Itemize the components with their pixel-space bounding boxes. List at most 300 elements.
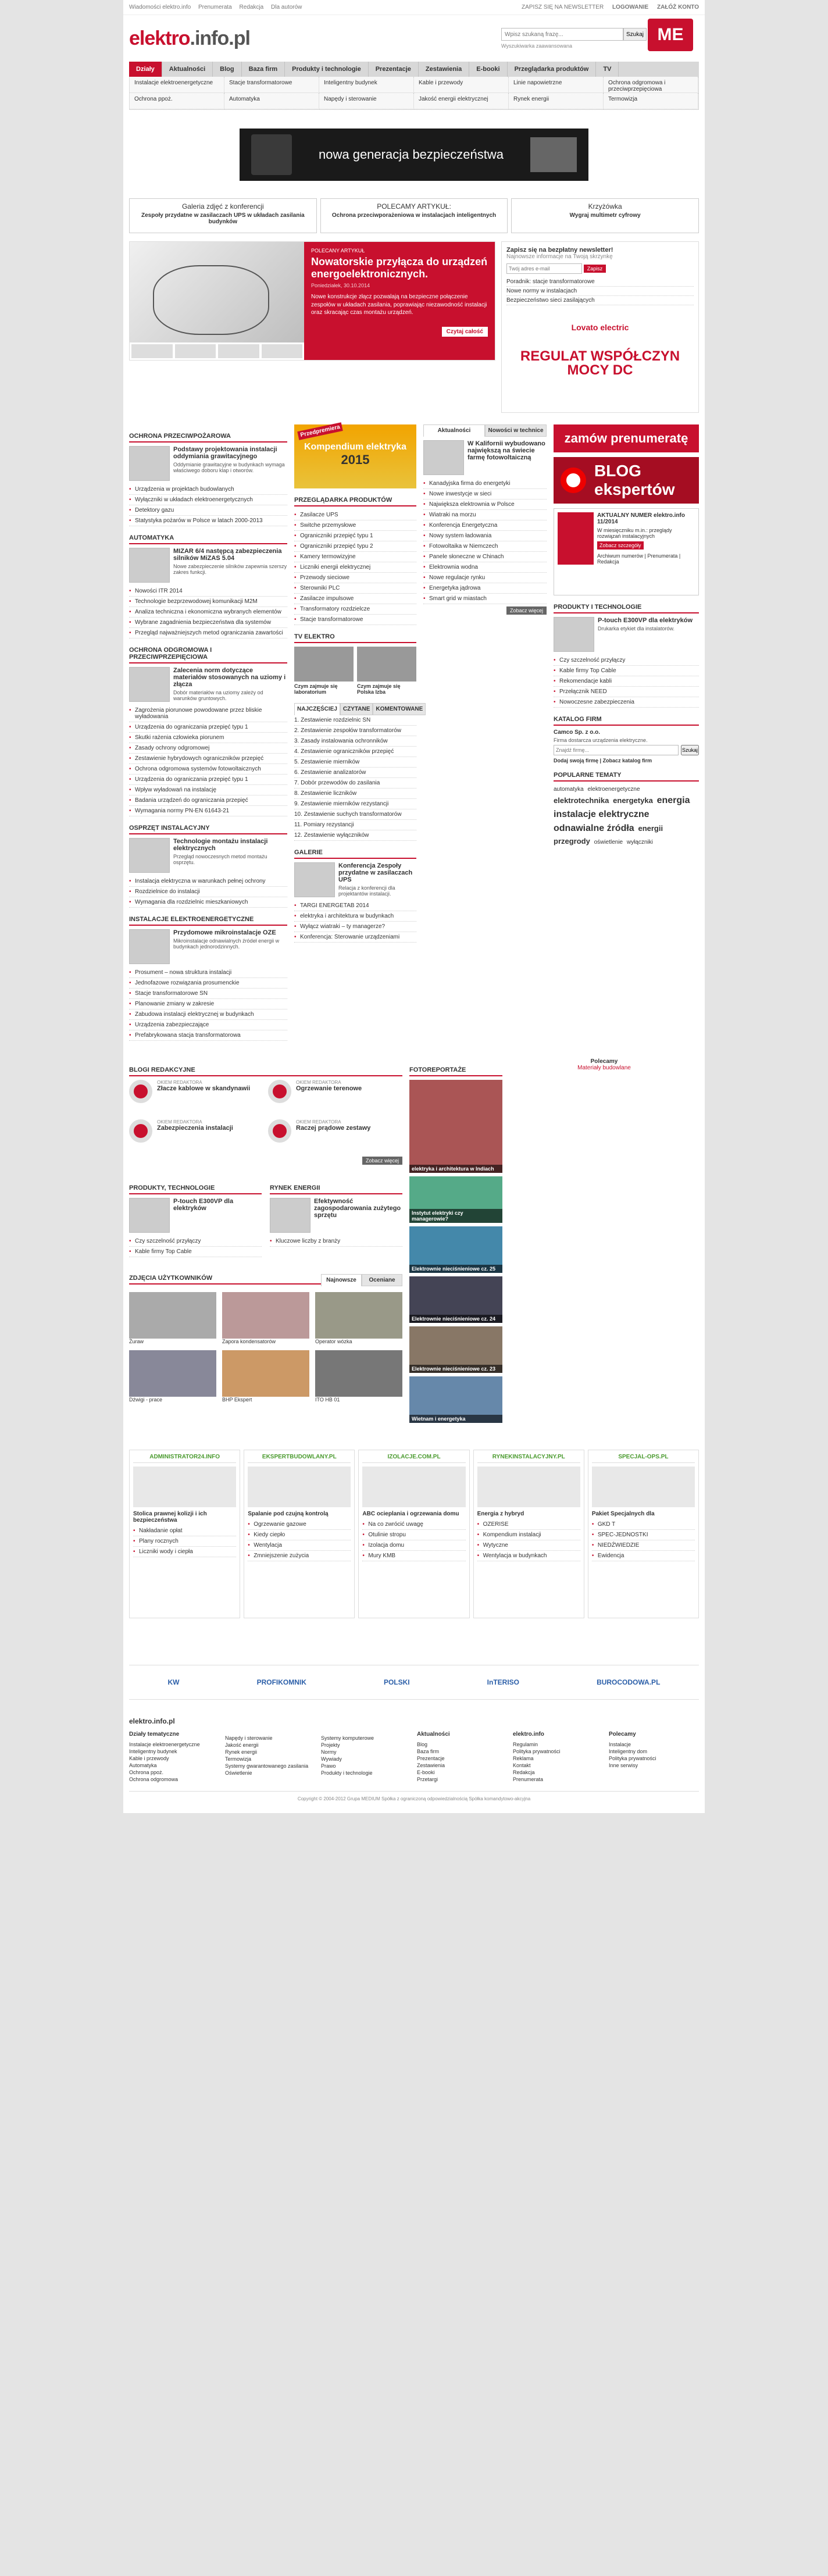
footer-link[interactable]: Ochrona odgromowa bbox=[129, 1776, 179, 1782]
tab-rated[interactable]: Oceniane bbox=[362, 1274, 402, 1286]
partner-logo[interactable]: POLSKI bbox=[383, 1678, 410, 1686]
list-item[interactable]: • Wentylacja bbox=[248, 1540, 351, 1551]
footer-link[interactable]: Kontakt bbox=[513, 1762, 531, 1768]
tab-read[interactable]: CZYTANE bbox=[340, 703, 373, 715]
list-item[interactable]: • Kable firmy Top Cable bbox=[554, 666, 699, 676]
list-item[interactable]: • Mury KMB bbox=[362, 1551, 465, 1561]
footer-link[interactable]: Automatyka bbox=[129, 1762, 157, 1768]
photo-report[interactable]: Wietnam i energetyka bbox=[409, 1376, 502, 1423]
newsletter-link[interactable]: ZAPISZ SIĘ NA NEWSLETTER bbox=[522, 4, 604, 10]
category-section: OCHRONA ODGROMOWA I PRZECIWPRZEPIĘCIOWA Zalecenia norm dotyczące materiałów stosowanych na uziomy i złącza Dobór materiałów na uziomy zależy od warunków gruntowych. • Zagrożenia piorunowe powodowane przez bliskie wyładowania • Urządzenia do ograniczania przepięć typu 1 • Skutki rażenia człowieka piorunem • Zasady ochrony odgromowej • Zestawienie hybrydowych ograniczników przepięć • Ochrona odgromowa systemów fotowoltaicznych • Urządzenia do ograniczania przepięć typu 1 • Wpływ wyładowań na instalację • Badania urządzeń do ograniczania przepięć • Wymagania normy PN-EN 61643-21 bbox=[129, 647, 287, 816]
user-photo[interactable]: Żuraw bbox=[129, 1292, 216, 1344]
top-link[interactable]: Redakcja bbox=[239, 4, 264, 10]
photo-report[interactable]: Elektrownie nieciśnieniowe cz. 25 bbox=[409, 1226, 502, 1273]
subnav-item[interactable]: Termowizja bbox=[604, 93, 698, 109]
user-photo[interactable]: Zapora kondensatorów bbox=[222, 1292, 309, 1344]
nav-item[interactable]: Zestawienia bbox=[419, 62, 469, 77]
section-header[interactable]: OCHRONA ODGROMOWA I PRZECIWPRZEPIĘCIOWA bbox=[129, 647, 287, 663]
subnav-item[interactable]: Automatyka bbox=[224, 93, 319, 109]
footer-column bbox=[225, 1731, 315, 1783]
section-header[interactable]: POPULARNE TEMATY bbox=[554, 772, 699, 782]
list-item[interactable]: 3. Zasady instalowania ochronników bbox=[294, 736, 416, 747]
nav-item[interactable]: Przeglądarka produktów bbox=[508, 62, 597, 77]
subnav-item[interactable]: Kable i przewody bbox=[414, 77, 509, 93]
article-title[interactable]: P-touch E300VP dla elektryków bbox=[598, 617, 693, 624]
list-item[interactable]: • Największa elektrownia w Polsce bbox=[423, 499, 547, 510]
list-item[interactable]: • Wyłączniki w układach elektroenergetycznych bbox=[129, 495, 287, 505]
top-link[interactable]: Dla autorów bbox=[271, 4, 302, 10]
section-header[interactable]: RYNEK ENERGII bbox=[270, 1184, 402, 1194]
section-header[interactable]: INSTALACJE ELEKTROENERGETYCZNE bbox=[129, 916, 287, 926]
list-item[interactable]: • Panele słoneczne w Chinach bbox=[423, 552, 547, 562]
footer-link[interactable]: Instalacje bbox=[609, 1742, 631, 1747]
footer-link[interactable]: Blog bbox=[417, 1742, 428, 1747]
list-item[interactable]: • Urządzenia do ograniczania przepięć typu 1 bbox=[129, 775, 287, 785]
list-item[interactable]: • Technologie bezprzewodowej komunikacji M2M bbox=[129, 597, 287, 607]
top-banner-ad[interactable] bbox=[240, 129, 588, 181]
header bbox=[123, 15, 705, 62]
recommended-link[interactable]: Materiały budowlane bbox=[577, 1065, 631, 1071]
list-item[interactable]: • Zmniejszenie zużycia bbox=[248, 1551, 351, 1561]
list-item[interactable]: 1. Zestawienie rozdzielnic SN bbox=[294, 715, 416, 726]
list-item[interactable]: • Prefabrykowana stacja transformatorowa bbox=[129, 1030, 287, 1041]
article-title[interactable]: Podstawy projektowania instalacji oddymiania grawitacyjnego bbox=[173, 446, 277, 460]
footer-link[interactable]: Polityka prywatności bbox=[513, 1749, 561, 1754]
featured-title[interactable]: Nowatorskie przyłącza do urządzeń energoelektronicznych. bbox=[311, 256, 488, 280]
advanced-search-link[interactable]: Wyszukiwarka zaawansowana bbox=[501, 43, 572, 49]
footer-column bbox=[321, 1731, 411, 1783]
list-item[interactable]: • Sterowniki PLC bbox=[294, 583, 416, 594]
list-item[interactable]: • Jednofazowe rozwiązania prosumenckie bbox=[129, 978, 287, 989]
newsletter-item[interactable]: Poradnik: stacje transformatorowe bbox=[506, 277, 694, 287]
nav-item[interactable]: Prezentacje bbox=[369, 62, 419, 77]
footer-link[interactable]: Wywiady bbox=[321, 1756, 342, 1762]
section-header[interactable]: GALERIE bbox=[294, 849, 416, 859]
user-photo[interactable]: Operator wózka bbox=[315, 1292, 402, 1344]
user-photo[interactable]: Dźwigi - prace bbox=[129, 1350, 216, 1403]
mid-section bbox=[129, 1058, 699, 1426]
partner-image[interactable] bbox=[477, 1467, 580, 1507]
photo-reports bbox=[409, 1058, 502, 1426]
partner-logo[interactable]: InTERISO bbox=[487, 1678, 520, 1686]
list-item[interactable]: • Konferencja: Sterowanie urządzeniami bbox=[294, 932, 416, 943]
subnav-item[interactable]: Jakość energii elektrycznej bbox=[414, 93, 509, 109]
video-title[interactable]: Czym zajmuje się laboratorium bbox=[294, 683, 338, 695]
blog-ad[interactable]: BLOG ekspertów bbox=[554, 457, 699, 504]
list-item[interactable]: • Prosument – nowa struktura instalacji bbox=[129, 968, 287, 978]
list-item[interactable]: • Ewidencja bbox=[592, 1551, 695, 1561]
me-logo[interactable]: MЕ bbox=[648, 19, 693, 51]
section-header[interactable]: PRZEGLĄDARKA PRODUKTÓW bbox=[294, 497, 416, 506]
article-thumb[interactable] bbox=[129, 446, 170, 481]
magazine-cover[interactable] bbox=[558, 512, 594, 565]
footer-link[interactable]: Ochrona ppoż. bbox=[129, 1769, 164, 1775]
more-news-button[interactable]: Zobacz więcej bbox=[506, 606, 547, 615]
section-header[interactable]: AUTOMATYKA bbox=[129, 534, 287, 544]
promo-box[interactable]: Galeria zdjęć z konferencji Zespoły przydatne w zasilaczach UPS w układach zasilania budynków bbox=[129, 198, 317, 233]
tag[interactable]: energetyka bbox=[613, 796, 653, 805]
kompendium-ad[interactable]: Przedpremiera Kompendium elektryka 2015 bbox=[294, 424, 416, 488]
featured-article[interactable] bbox=[129, 241, 495, 361]
blog-card[interactable]: OKIEM REDAKTORA Ogrzewanie terenowe bbox=[268, 1080, 402, 1109]
partner-image[interactable] bbox=[362, 1467, 465, 1507]
article-thumb[interactable] bbox=[129, 929, 170, 964]
list-item[interactable]: • NIEDŹWIEDZIE bbox=[592, 1540, 695, 1551]
list-item[interactable]: • Stacje transformatorowe SN bbox=[129, 989, 287, 999]
list-item[interactable]: • SPEC-JEDNOSTKI bbox=[592, 1530, 695, 1540]
list-item[interactable]: 4. Zestawienie ograniczników przepięć bbox=[294, 747, 416, 757]
newsletter-submit-button[interactable]: Zapisz bbox=[584, 265, 606, 273]
list-item[interactable]: • Nowe inwestycje w sieci bbox=[423, 489, 547, 499]
footer-link[interactable]: Polityka prywatności bbox=[609, 1756, 656, 1761]
issue-details-button[interactable]: Zobacz szczegóły bbox=[597, 541, 644, 550]
list-item[interactable]: • Rekomendacje kabli bbox=[554, 676, 699, 687]
partner-logo[interactable]: KW bbox=[167, 1678, 180, 1686]
nav-item[interactable]: Działy bbox=[129, 62, 162, 77]
gallery-thumb[interactable] bbox=[294, 862, 335, 897]
list-item[interactable]: 9. Zestawienie mierników rezystancji bbox=[294, 799, 416, 809]
list-item[interactable]: • Nowy system ładowania bbox=[423, 531, 547, 541]
list-item[interactable]: • Smart grid w miastach bbox=[423, 594, 547, 604]
list-item[interactable]: • Planowanie zmiany w zakresie bbox=[129, 999, 287, 1009]
newsletter-item[interactable]: Bezpieczeństwo sieci zasilających bbox=[506, 296, 694, 305]
list-item[interactable]: • Transformatory rozdzielcze bbox=[294, 604, 416, 615]
list-item[interactable]: • Energetyka jądrowa bbox=[423, 583, 547, 594]
list-item[interactable]: • Kompendium instalacji bbox=[477, 1530, 580, 1540]
video-title[interactable]: Czym zajmuje się Polska Izba bbox=[357, 683, 401, 695]
featured-thumbs bbox=[130, 342, 304, 360]
list-item[interactable]: • Liczniki wody i ciepła bbox=[133, 1547, 236, 1557]
list-item[interactable]: • Czy szczelność przyłączy bbox=[554, 655, 699, 666]
lovato-ad[interactable]: Lovato electric bbox=[571, 323, 629, 332]
footer-link[interactable]: Inteligentny budynek bbox=[129, 1749, 177, 1754]
list-item[interactable]: 5. Zestawienie mierników bbox=[294, 757, 416, 768]
photo-report[interactable]: Instytut elektryki czy managerowie? bbox=[409, 1176, 502, 1223]
user-photo[interactable]: ITO HB 01 bbox=[315, 1350, 402, 1403]
tag[interactable]: oświetlenie bbox=[594, 839, 623, 845]
subnav-item[interactable]: Napędy i sterowanie bbox=[319, 93, 414, 109]
list-item[interactable]: • Ogrzewanie gazowe bbox=[248, 1519, 351, 1530]
partner-image[interactable] bbox=[248, 1467, 351, 1507]
footer-link[interactable]: Przetargi bbox=[417, 1776, 438, 1782]
list-item[interactable]: • Elektrownia wodna bbox=[423, 562, 547, 573]
add-company-link[interactable]: Dodaj swoją firmę bbox=[554, 758, 599, 763]
partner-name[interactable]: ADMINISTRATOR24.INFO bbox=[133, 1454, 236, 1463]
footer-link[interactable]: Termowizja bbox=[225, 1756, 252, 1762]
partner-logo[interactable]: PROFIKOMNIK bbox=[256, 1678, 306, 1686]
article-title[interactable]: W Kalifornii wybudowano największą na świecie farmę fotowoltaiczną bbox=[467, 440, 545, 461]
partner-name[interactable]: SPECJAL-OPS.PL bbox=[592, 1454, 695, 1463]
list-item[interactable]: 6. Zestawienie analizatorów bbox=[294, 768, 416, 778]
newsletter-item[interactable]: Nowe normy w instalacjach bbox=[506, 287, 694, 296]
regulat-ad[interactable]: REGULAT WSPÓŁCZYN MOCY DC bbox=[520, 348, 680, 378]
tab-tech[interactable]: Nowości w technice bbox=[485, 424, 547, 437]
footer-link[interactable]: Normy bbox=[321, 1749, 337, 1755]
company-search-input[interactable] bbox=[554, 745, 679, 755]
article-title[interactable]: P-touch E300VP dla elektryków bbox=[173, 1198, 234, 1212]
article-title[interactable]: MIZAR 6/4 następcą zabezpieczenia silników MiZAS 5.04 bbox=[173, 548, 282, 562]
article-thumb[interactable] bbox=[129, 838, 170, 873]
footer-link[interactable]: Prawo bbox=[321, 1763, 336, 1769]
product-thumb[interactable] bbox=[129, 1198, 170, 1233]
footer-link[interactable]: Projekty bbox=[321, 1742, 340, 1748]
article-title[interactable]: Przydomowe mikroinstalacje OZE bbox=[173, 929, 276, 936]
promo-box[interactable]: Krzyżówka Wygraj multimetr cyfrowy bbox=[511, 198, 699, 233]
list-item[interactable]: • Zestawienie hybrydowych ograniczników przepięć bbox=[129, 754, 287, 764]
partner-image[interactable] bbox=[592, 1467, 695, 1507]
sub-nav bbox=[129, 77, 699, 110]
partner-name[interactable]: EKSPERTBUDOWLANY.PL bbox=[248, 1454, 351, 1463]
nav-item[interactable]: Baza firm bbox=[242, 62, 285, 77]
category-section: OSPRZĘT INSTALACYJNY Technologie montażu instalacji elektrycznych Przegląd nowoczesnych metod montażu osprzętu. • Instalacja elektryczna w warunkach pełnej ochrony • Rozdzielnice do instalacji • Wymagania dla rozdzielnic mieszkaniowych bbox=[129, 825, 287, 908]
list-item[interactable]: • Zabudowa instalacji elektrycznej w budynkach bbox=[129, 1009, 287, 1020]
footer-link[interactable]: Systemy komputerowe bbox=[321, 1735, 374, 1741]
list-item[interactable]: • Przegląd najważniejszych metod ograniczania zawartości bbox=[129, 628, 287, 638]
footer-link[interactable]: Napędy i sterowanie bbox=[225, 1735, 273, 1741]
photo-report[interactable]: elektryka i architektura w Indiach bbox=[409, 1080, 502, 1173]
top-bar bbox=[123, 0, 705, 15]
footer-link[interactable]: Inteligentny dom bbox=[609, 1749, 648, 1754]
article-title[interactable]: Efektywność zagospodarowania zużytego sprzętu bbox=[314, 1198, 401, 1219]
list-item[interactable]: • Nowe regulacje rynku bbox=[423, 573, 547, 583]
list-item[interactable]: • Wytyczne bbox=[477, 1540, 580, 1551]
footer-link[interactable]: Baza firm bbox=[417, 1749, 440, 1754]
list-item[interactable]: • Urządzenia do ograniczania przepięć typu 1 bbox=[129, 722, 287, 733]
list-item[interactable]: • Czy szczelność przyłączy bbox=[129, 1236, 262, 1247]
subnav-item[interactable]: Inteligentny budynek bbox=[319, 77, 414, 93]
list-item[interactable]: • Ograniczniki przepięć typu 2 bbox=[294, 541, 416, 552]
nav-item[interactable]: Blog bbox=[213, 62, 241, 77]
list-item[interactable]: • Zagrożenia piorunowe powodowane przez bliskie wyładowania bbox=[129, 705, 287, 722]
blog-card[interactable]: OKIEM REDAKTORA Zabezpieczenia instalacji bbox=[129, 1119, 263, 1148]
company-search-button[interactable]: Szukaj bbox=[681, 745, 699, 755]
list-item[interactable]: • elektryka i architektura w budynkach bbox=[294, 911, 416, 922]
list-item[interactable]: • Badania urządzeń do ograniczania przepięć bbox=[129, 795, 287, 806]
popular-list bbox=[294, 715, 416, 841]
list-item[interactable]: • Wpływ wyładowań na instalację bbox=[129, 785, 287, 795]
section-header[interactable]: ZDJĘCIA UŻYTKOWNIKÓW bbox=[129, 1275, 402, 1285]
list-item[interactable]: • Kable firmy Top Cable bbox=[129, 1247, 262, 1257]
search-button[interactable]: Szukaj bbox=[623, 28, 647, 41]
footer-link[interactable]: Reklama bbox=[513, 1756, 534, 1761]
list-item[interactable]: • Nowości ITR 2014 bbox=[129, 586, 287, 597]
list-item[interactable]: • Kluczowe liczby z branży bbox=[270, 1236, 402, 1247]
footer-link[interactable]: Kable i przewody bbox=[129, 1756, 169, 1761]
tag[interactable]: energia bbox=[656, 795, 690, 805]
tag[interactable]: odnawialne źródła bbox=[554, 823, 634, 833]
list-item[interactable]: • Statystyka pożarów w Polsce w latach 2000-2013 bbox=[129, 516, 287, 526]
tag[interactable]: wyłączniki bbox=[626, 839, 653, 845]
list-item[interactable]: • Na co zwrócić uwagę bbox=[362, 1519, 465, 1530]
section-header[interactable]: KATALOG FIRM bbox=[554, 716, 699, 726]
footer-link[interactable]: Jakość energii bbox=[225, 1742, 259, 1748]
article-thumb[interactable] bbox=[129, 548, 170, 583]
video-thumb[interactable] bbox=[357, 647, 416, 682]
subscribe-link[interactable]: Prenumerata bbox=[647, 553, 678, 559]
partner-box: IZOLACJE.COM.PL ABC ocieplania i ogrzewania domu • Na co zwrócić uwagę • Otulinie stropu • Izolacja domu • Mury KMB bbox=[358, 1450, 469, 1618]
login-link[interactable]: LOGOWANIE bbox=[612, 4, 649, 10]
footer bbox=[129, 1717, 699, 1813]
main-nav bbox=[129, 62, 699, 77]
footer-link[interactable]: Zestawienia bbox=[417, 1762, 445, 1768]
article-title[interactable]: Technologie montażu instalacji elektrycznych bbox=[173, 838, 268, 852]
partner-box: ADMINISTRATOR24.INFO Stolica prawnej kolizji i ich bezpieczeństwa • Nakładanie opłat • Plany rocznych • Liczniki wody i ciepła bbox=[129, 1450, 240, 1618]
list-item[interactable]: • Zasilacze impulsowe bbox=[294, 594, 416, 604]
subnav-item[interactable]: Instalacje elektroenergetyczne bbox=[130, 77, 224, 93]
footer-link[interactable]: Produkty i technologie bbox=[321, 1770, 373, 1776]
nav-item[interactable]: Produkty i technologie bbox=[285, 62, 369, 77]
nav-item[interactable]: TV bbox=[596, 62, 619, 77]
list-item[interactable]: 7. Dobór przewodów do zasilania bbox=[294, 778, 416, 789]
footer-link[interactable]: Oświetlenie bbox=[225, 1770, 252, 1776]
footer-link[interactable]: Inne serwisy bbox=[609, 1762, 638, 1768]
partner-box: EKSPERTBUDOWLANY.PL Spalanie pod czujną kontrolą • Ogrzewanie gazowe • Kiedy ciepło • Wentylacja • Zmniejszenie zużycia bbox=[244, 1450, 355, 1618]
photo-report[interactable]: Elektrownie nieciśnieniowe cz. 23 bbox=[409, 1326, 502, 1373]
list-item[interactable]: • Wiatraki na morzu bbox=[423, 510, 547, 520]
tag[interactable]: instalacje elektryczne bbox=[554, 809, 649, 819]
list-item[interactable]: • Konferencja Energetyczna bbox=[423, 520, 547, 531]
tag[interactable]: energii bbox=[638, 824, 663, 833]
section-header[interactable]: OSPRZĘT INSTALACYJNY bbox=[129, 825, 287, 834]
list-item[interactable]: • Wentylacja w budynkach bbox=[477, 1551, 580, 1561]
list-item[interactable]: • Nowoczesne zabezpieczenia bbox=[554, 697, 699, 708]
archive-link[interactable]: Archiwum numerów bbox=[597, 553, 644, 559]
partner-image[interactable] bbox=[133, 1467, 236, 1507]
list-item[interactable]: 10. Zestawienie suchych transformatorów bbox=[294, 809, 416, 820]
news-thumb[interactable] bbox=[423, 440, 464, 475]
blog-card[interactable]: OKIEM REDAKTORA Złacze kablowe w skandynawii bbox=[129, 1080, 263, 1109]
section-header[interactable]: TV ELEKTRO bbox=[294, 633, 416, 643]
partner-name[interactable]: RYNEKINSTALACYJNY.PL bbox=[477, 1454, 580, 1463]
partner-name[interactable]: IZOLACJE.COM.PL bbox=[362, 1454, 465, 1463]
list-item[interactable]: • Zasilacze UPS bbox=[294, 510, 416, 520]
footer-column: Aktualności Blog Baza firm Prezentacje Zestawienia E-booki Przetargi bbox=[417, 1731, 507, 1783]
editorial-link[interactable]: Redakcja bbox=[597, 559, 619, 565]
nav-item[interactable]: Aktualności bbox=[162, 62, 213, 77]
list-item[interactable]: • Przełącznik NEED bbox=[554, 687, 699, 697]
tag[interactable]: przegrody bbox=[554, 837, 590, 845]
tab-newest[interactable]: Najnowsze bbox=[321, 1274, 362, 1286]
list-item[interactable]: • Kiedy ciepło bbox=[248, 1530, 351, 1540]
top-link[interactable]: Prenumerata bbox=[198, 4, 232, 10]
tag[interactable]: elektroenergetyczne bbox=[587, 786, 640, 793]
tag[interactable]: elektrotechnika bbox=[554, 796, 609, 805]
tab-most[interactable]: NAJCZĘŚCIEJ bbox=[294, 703, 340, 715]
user-photo[interactable]: BHP Ekspert bbox=[222, 1350, 309, 1403]
list-item[interactable]: • Otulinie stropu bbox=[362, 1530, 465, 1540]
list-item[interactable]: 8. Zestawienie liczników bbox=[294, 789, 416, 799]
company-catalog-link[interactable]: Zobacz katalog firm bbox=[602, 758, 652, 763]
tag[interactable]: automatyka bbox=[554, 786, 584, 793]
subnav-item[interactable]: Stacje transformatorowe bbox=[224, 77, 319, 93]
column-categories bbox=[129, 424, 287, 1041]
subscribe-ad[interactable]: zamów prenumeratę bbox=[554, 424, 699, 452]
search-input[interactable] bbox=[501, 28, 623, 41]
footer-link[interactable]: Instalacje elektroenergetyczne bbox=[129, 1742, 200, 1747]
section-header[interactable]: PRODUKTY I TECHNOLOGIE bbox=[554, 604, 699, 613]
more-blogs-button[interactable]: Zobacz więcej bbox=[362, 1157, 402, 1165]
article-thumb[interactable] bbox=[129, 667, 170, 702]
subnav-item[interactable]: Linie napowietrzne bbox=[509, 77, 604, 93]
register-link[interactable]: ZAŁÓŻ KONTO bbox=[656, 4, 699, 10]
list-item[interactable]: • Rozdzielnice do instalacji bbox=[129, 887, 287, 897]
list-item[interactable]: • TARGI ENERGETAB 2014 bbox=[294, 901, 416, 911]
list-item[interactable]: • Wyłącz wiatraki – ty managerze? bbox=[294, 922, 416, 932]
list-item[interactable]: • Fotowoltaika w Niemczech bbox=[423, 541, 547, 552]
tab-commented[interactable]: KOMENTOWANE bbox=[373, 703, 426, 715]
product-thumb[interactable] bbox=[554, 617, 594, 652]
section-header[interactable]: BLOGI REDAKCYJNE bbox=[129, 1066, 402, 1076]
section-header[interactable]: FOTOREPORTAŻE bbox=[409, 1066, 502, 1076]
list-item[interactable]: • Detektory gazu bbox=[129, 505, 287, 516]
blog-card[interactable]: OKIEM REDAKTORA Raczej prądowe zestawy bbox=[268, 1119, 402, 1148]
list-item[interactable]: • Skutki rażenia człowieka piorunem bbox=[129, 733, 287, 743]
section-header[interactable]: PRODUKTY, TECHNOLOGIE bbox=[129, 1184, 262, 1194]
list-item[interactable]: • Analiza techniczna i ekonomiczna wybranych elementów bbox=[129, 607, 287, 618]
video-thumb[interactable] bbox=[294, 647, 354, 682]
footer-link[interactable]: Prezentacje bbox=[417, 1756, 445, 1761]
hero-row bbox=[129, 241, 699, 413]
footer-link[interactable]: E-booki bbox=[417, 1769, 435, 1775]
subnav-item[interactable]: Ochrona ppoż. bbox=[130, 93, 224, 109]
footer-link[interactable]: Regulamin bbox=[513, 1742, 538, 1747]
tab-news[interactable]: Aktualności bbox=[423, 424, 485, 437]
list-item[interactable]: • Instalacja elektryczna w warunkach pełnej ochrony bbox=[129, 876, 287, 887]
promo-box[interactable]: POLECAMY ARTYKUŁ: Ochrona przeciwporażeniowa w instalacjach inteligentnych bbox=[320, 198, 508, 233]
section-header[interactable]: OCHRONA PRZECIWPOŻAROWA bbox=[129, 433, 287, 443]
list-item[interactable]: • Wymagania normy PN-EN 61643-21 bbox=[129, 806, 287, 816]
article-title[interactable]: Konferencja Zespoły przydatne w zasilaczach UPS bbox=[338, 862, 413, 883]
nav-item[interactable]: E-booki bbox=[469, 62, 507, 77]
list-item[interactable]: • Liczniki energii elektrycznej bbox=[294, 562, 416, 573]
subnav-item[interactable]: Ochrona odgromowa i przeciwprzepięciowa bbox=[604, 77, 698, 93]
list-item[interactable]: • Izolacja domu bbox=[362, 1540, 465, 1551]
list-item[interactable]: • Ochrona odgromowa systemów fotowoltaicznych bbox=[129, 764, 287, 775]
list-item[interactable]: • Stacje transformatorowe bbox=[294, 615, 416, 625]
top-link[interactable]: Wiadomości elektro.info bbox=[129, 4, 191, 10]
newsletter-email-input[interactable] bbox=[506, 263, 582, 274]
list-item[interactable]: 11. Pomiary rezystancji bbox=[294, 820, 416, 830]
list-item[interactable]: • Ograniczniki przepięć typu 1 bbox=[294, 531, 416, 541]
list-item[interactable]: • GKD T bbox=[592, 1519, 695, 1530]
list-item[interactable]: • Przewody sieciowe bbox=[294, 573, 416, 583]
read-more-button[interactable]: Czytaj całość bbox=[442, 327, 488, 337]
list-item[interactable]: • Wybrane zagadnienia bezpieczeństwa dla systemów bbox=[129, 618, 287, 628]
footer-link[interactable]: Rynek energii bbox=[225, 1749, 258, 1755]
subnav-item[interactable]: Rynek energii bbox=[509, 93, 604, 109]
footer-link[interactable]: Systemy gwarantowanego zasilania bbox=[225, 1763, 309, 1769]
list-item[interactable]: • Plany rocznych bbox=[133, 1536, 236, 1547]
list-item[interactable]: • Switche przemysłowe bbox=[294, 520, 416, 531]
partner-logo[interactable]: BUROCODOWA.PL bbox=[597, 1678, 661, 1686]
list-item[interactable]: 12. Zestawienie wyłączników bbox=[294, 830, 416, 841]
list-item[interactable]: • Nakładanie opłat bbox=[133, 1526, 236, 1536]
site-logo[interactable]: elektro.info.pl bbox=[129, 27, 250, 49]
footer-link[interactable]: Prenumerata bbox=[513, 1776, 544, 1782]
list-item[interactable]: • Kamery termowizyjne bbox=[294, 552, 416, 562]
list-item[interactable]: • Kanadyjska firma do energetyki bbox=[423, 479, 547, 489]
list-item[interactable]: • Urządzenia zabezpieczające bbox=[129, 1020, 287, 1030]
list-item[interactable]: 2. Zestawienie zespołów transformatorów bbox=[294, 726, 416, 736]
list-item[interactable]: • Wymagania dla rozdzielnic mieszkaniowych bbox=[129, 897, 287, 908]
list-item[interactable]: • Urządzenia w projektach budowlanych bbox=[129, 484, 287, 495]
list-item[interactable]: • OZERISE bbox=[477, 1519, 580, 1530]
photo-report[interactable]: Elektrownie nieciśnieniowe cz. 24 bbox=[409, 1276, 502, 1323]
footer-link[interactable]: Redakcja bbox=[513, 1769, 535, 1775]
article-title[interactable]: Zalecenia norm dotyczące materiałów stosowanych na uziomy i złącza bbox=[173, 667, 286, 688]
market-thumb[interactable] bbox=[270, 1198, 310, 1233]
list-item[interactable]: • Zasady ochrony odgromowej bbox=[129, 743, 287, 754]
